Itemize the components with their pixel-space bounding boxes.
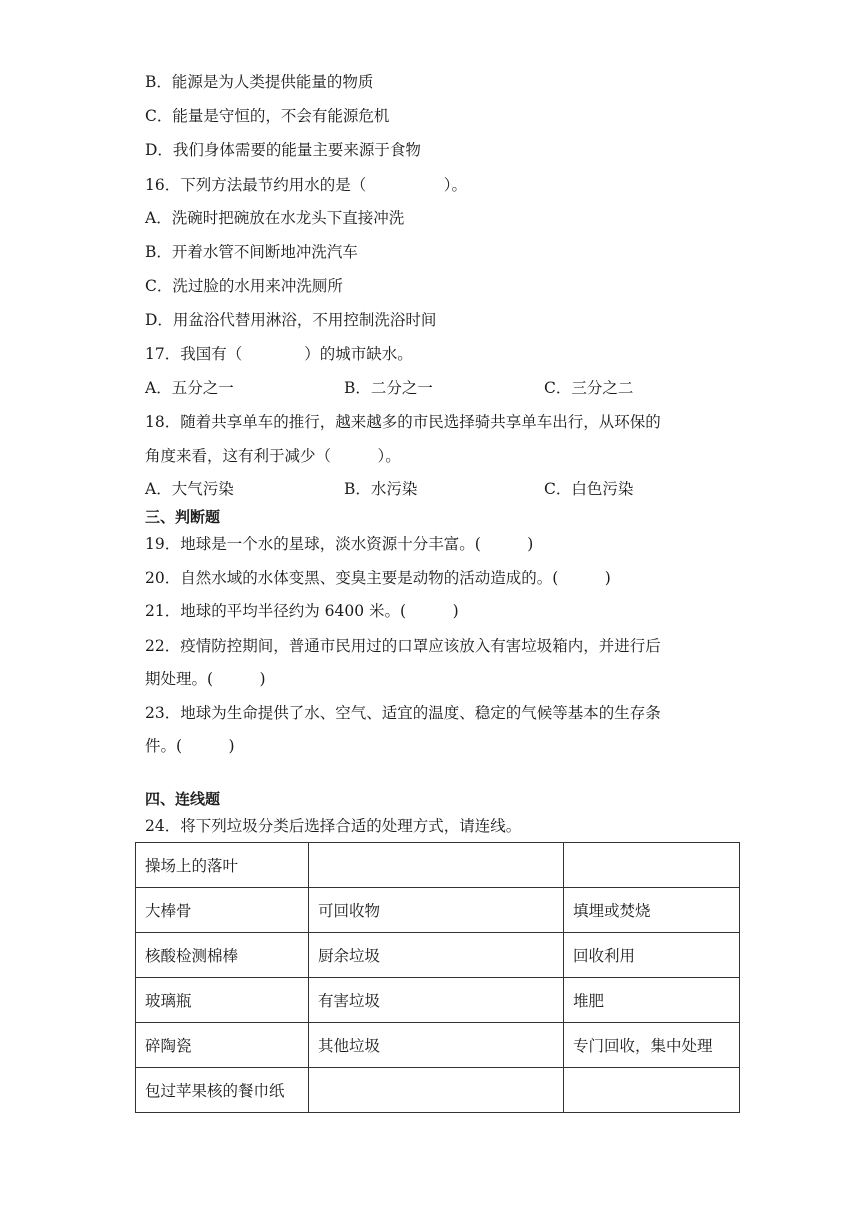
question-20: 20．自然水域的水体变黑、变臭主要是动物的活动造成的。( ) — [145, 569, 611, 587]
question-23-line2: 件。( ) — [145, 737, 235, 755]
disposal-method-cell — [564, 1068, 740, 1113]
waste-category-cell: 可回收物 — [309, 888, 564, 933]
waste-item-cell: 核酸检测棉棒 — [136, 933, 309, 978]
question-18-line1: 18．随着共享单车的推行，越来越多的市民选择骑共享单车出行，从环保的 — [145, 413, 661, 431]
waste-item-cell: 玻璃瓶 — [136, 978, 309, 1023]
table-row — [136, 888, 740, 933]
q18-option-c: C．白色污染 — [544, 480, 634, 498]
q17-option-b: B．二分之一 — [344, 379, 433, 397]
q16-option-c: C．洗过脸的水用来冲洗厕所 — [145, 277, 343, 295]
waste-category-cell — [309, 1068, 564, 1113]
disposal-method-cell: 堆肥 — [564, 978, 740, 1023]
question-18-line2: 角度来看，这有利于减少（ ）。 — [145, 447, 401, 465]
disposal-method-cell: 专门回收，集中处理 — [564, 1023, 740, 1068]
table-row — [136, 1023, 740, 1068]
matching-table — [135, 842, 740, 1113]
q15-option-b: B．能源是为人类提供能量的物质 — [145, 73, 374, 91]
waste-category-cell — [309, 843, 564, 888]
table-row — [136, 1068, 740, 1113]
q16-option-d: D．用盆浴代替用淋浴，不用控制洗浴时间 — [145, 311, 437, 329]
q18-option-b: B．水污染 — [344, 480, 418, 498]
section-4-heading: 四、连线题 — [145, 790, 221, 808]
waste-category-cell: 厨余垃圾 — [309, 933, 564, 978]
waste-category-cell: 有害垃圾 — [309, 978, 564, 1023]
question-24: 24．将下列垃圾分类后选择合适的处理方式，请连线。 — [145, 817, 522, 835]
q16-option-b: B．开着水管不间断地冲洗汽车 — [145, 243, 358, 261]
waste-item-cell: 包过苹果核的餐巾纸 — [136, 1068, 309, 1113]
disposal-method-cell: 回收利用 — [564, 933, 740, 978]
question-19: 19．地球是一个水的星球，淡水资源十分丰富。( ) — [145, 535, 534, 553]
question-22-line2: 期处理。( ) — [145, 670, 266, 688]
q18-option-a: A．大气污染 — [145, 480, 234, 498]
table-row — [136, 978, 740, 1023]
question-21: 21．地球的平均半径约为 6400 米。( ) — [145, 602, 459, 620]
section-3-heading: 三、判断题 — [145, 508, 221, 526]
question-22-line1: 22．疫情防控期间，普通市民用过的口罩应该放入有害垃圾箱内，并进行后 — [145, 637, 661, 655]
q16-option-a: A．洗碗时把碗放在水龙头下直接冲洗 — [145, 209, 405, 227]
q15-option-c: C．能量是守恒的，不会有能源危机 — [145, 107, 390, 125]
q17-option-c: C．三分之二 — [544, 379, 634, 397]
waste-item-cell: 操场上的落叶 — [136, 843, 309, 888]
table-row — [136, 933, 740, 978]
question-17: 17．我国有（ ）的城市缺水。 — [145, 345, 413, 363]
waste-item-cell: 大棒骨 — [136, 888, 309, 933]
waste-category-cell: 其他垃圾 — [309, 1023, 564, 1068]
waste-item-cell: 碎陶瓷 — [136, 1023, 309, 1068]
disposal-method-cell — [564, 843, 740, 888]
question-16: 16．下列方法最节约用水的是（ ）。 — [145, 176, 467, 194]
disposal-method-cell: 填埋或焚烧 — [564, 888, 740, 933]
table-row — [136, 843, 740, 888]
question-23-line1: 23．地球为生命提供了水、空气、适宜的温度、稳定的气候等基本的生存条 — [145, 704, 661, 722]
q17-option-a: A．五分之一 — [145, 379, 234, 397]
q15-option-d: D．我们身体需要的能量主要来源于食物 — [145, 141, 421, 159]
